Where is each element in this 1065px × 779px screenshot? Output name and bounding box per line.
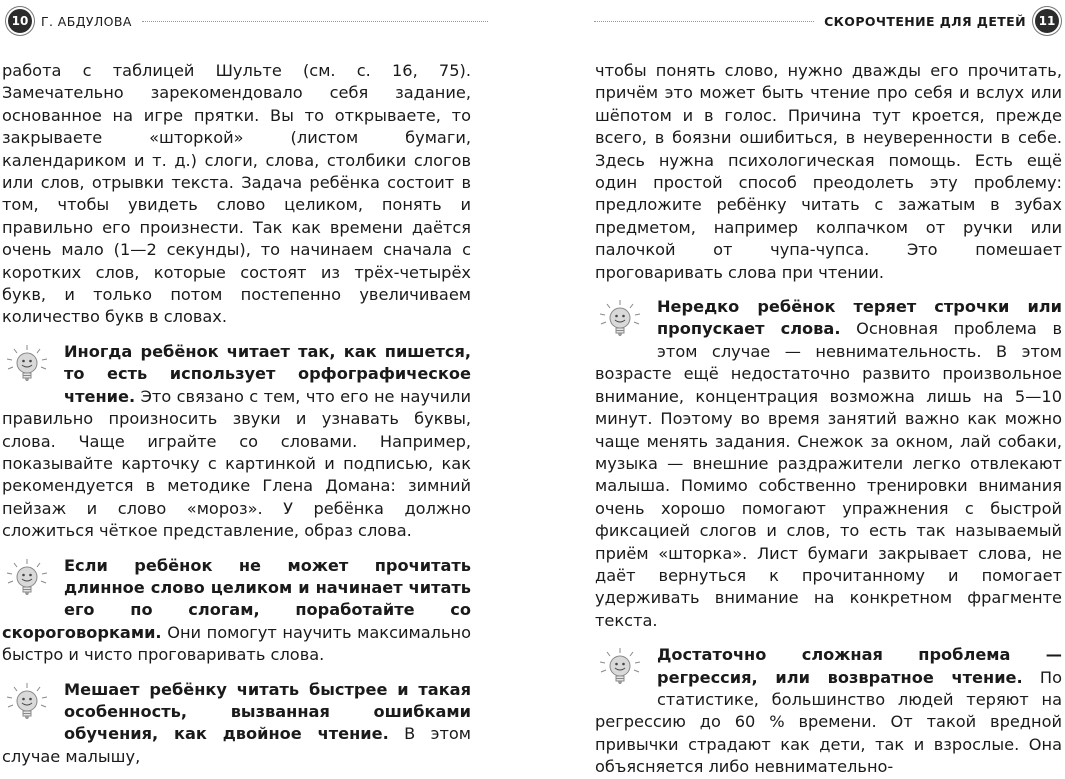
tip-paragraph xyxy=(2,679,471,769)
lightbulb-smiley-icon xyxy=(595,298,653,342)
tip-paragraph xyxy=(2,555,471,667)
right-page-body xyxy=(595,60,1062,779)
intro-paragraph: чтобы понять слово, нужно дважды его прочитать, причём это может быть чтение про себя и вслух или шёпотом и в голос. Причина тут кроется, прежде всего, в боязни ошибиться, в неуверенности в себе. Здесь нужна психологическая помощь. Есть ещё один простой способ преодолеть эту проблему: предложите ребёнку читать с зажатым в зубах предметом, например колпачком от ручки или палочкой от чупа-чупса. Это помешает проговаривать слова при чтении. xyxy=(595,61,1062,282)
lightbulb-smiley-icon xyxy=(2,343,60,387)
tip-paragraph xyxy=(595,296,1062,632)
tip-text: В этом случае малышу, xyxy=(2,724,472,766)
lightbulb-smiley-icon xyxy=(2,681,60,725)
intro-paragraph: работа с таблицей Шульте (см. с. 16, 75). Замечательно зарекомендовало себя задание, основанное на игре прятки. Вы то открываете, то закрываете «шторкой» (листом бумаги, календариком и т. д.) слоги, слова, столбики слогов или слов, отрывки текста. Задача ребёнка состоит в том, чтобы увидеть слово целиком, понять и правильно его произнести. Так как времени даётся очень мало (1—2 секунды), то начинаем сначала с коротких слов, которые состоят из трёх-четырёх букв, и только потом постепенно увеличиваем количество букв в словах. xyxy=(2,61,471,327)
tip-text: По статистике, большинство людей теряют на регрессию до 60 % времени. От такой вредной привычки страдают как дети, так и взрослые. Она объясняется либо невнимательно- xyxy=(595,667,1062,777)
lightbulb-smiley-icon xyxy=(2,557,60,601)
left-page xyxy=(0,0,505,766)
tip-heading: Иногда ребёнок читает так, как пишется, то есть использует орфографическое чтение. xyxy=(64,341,471,406)
lightbulb-smiley-icon xyxy=(595,646,653,690)
page-number-badge: 10 xyxy=(8,9,32,33)
left-page-header xyxy=(8,8,498,34)
page-number-badge: 11 xyxy=(1035,9,1059,33)
tip-heading: Нередко ребёнок теряет строчки или пропускает слова. xyxy=(657,297,1062,339)
tip-heading: Мешает ребёнку читать быстрее и такая особенность, вызванная ошибками обучения, как двойное чтение. xyxy=(64,679,471,744)
tip-heading: Достаточно сложная проблема — регрессия, или возвратное чтение. xyxy=(657,645,1062,687)
running-head-author: Г. АБДУЛОВА xyxy=(41,13,132,29)
tip-text: Они помогут научить максимально быстро и чисто проговаривать слова. xyxy=(2,622,471,665)
tip-paragraph xyxy=(595,644,1062,778)
header-dotted-rule xyxy=(594,21,814,22)
left-page-body xyxy=(2,60,471,768)
tip-paragraph xyxy=(2,341,471,543)
right-page xyxy=(560,0,1065,777)
running-head-title: СКОРОЧТЕНИЕ ДЛЯ ДЕТЕЙ xyxy=(824,13,1026,29)
header-dotted-rule xyxy=(142,21,488,22)
tip-text: Основная проблема в этом случае — невнимательность. В этом возрасте ещё недостаточно развито произвольное внимание, концентрация возможна лишь на 5—10 минут. Поэтому во время занятий важно как можно чаще менять задания. Снежок за окном, лай собаки, музыка — внешние раздражители легко отвлекают малыша. Помимо собственно тренировки внимания очень хорошо помогают упражнения с быстрой фиксацией слогов и слов, то есть так называемый приём «шторка». Лист бумаги закрывает слова, не даёт вернуться к прочитанному и помогает удерживать внимание на конкретном фрагменте текста. xyxy=(595,319,1062,630)
tip-heading: Если ребёнок не может прочитать длинное слово целиком и начинает читать его по слогам, поработайте со скороговорками. xyxy=(2,555,471,642)
right-page-header xyxy=(594,8,1059,34)
tip-text: Это связано с тем, что его не научили правильно произносить звуки и узнавать буквы, слова. Чаще играйте со словами. Например, показывайте карточку с картинкой и подписью, как рекомендуется в методике Глена Домана: зимний пейзаж и слово «мороз». У ребёнка должно сложиться чёткое представление, образ слова. xyxy=(2,386,471,541)
